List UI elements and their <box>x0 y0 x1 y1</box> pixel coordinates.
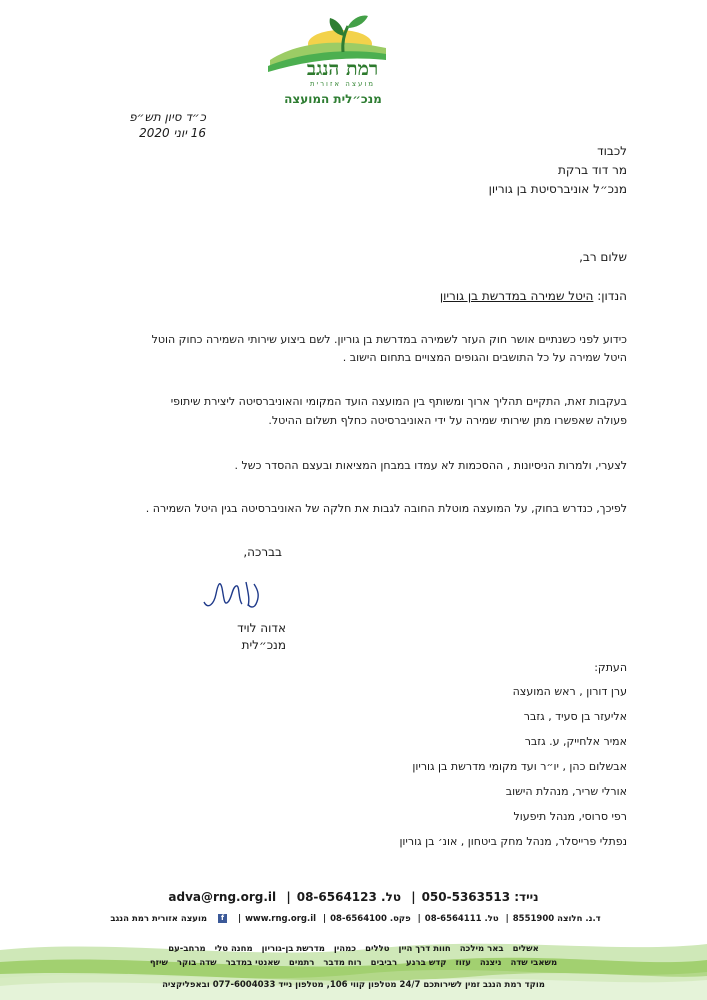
cc-entry: אליעזר בן סעיד , גזבר <box>523 710 627 723</box>
village-name: טללים <box>365 944 390 954</box>
village-name: חוות דרך היין <box>398 944 451 954</box>
cc-entry: רפי סרוסי, מנהל תיפעול <box>513 810 627 823</box>
villages-row-1 <box>0 944 707 954</box>
logo-name: רמת הנגב <box>306 58 379 80</box>
facebook-icon: f <box>218 914 227 923</box>
paragraph-1-line-1: כידוע לפני כשנתיים אושר חוק העזר לשמירה במדרשת בן גוריון. לשם ביצוע שירותי השמירה כחוק הוטל <box>151 333 627 346</box>
cc-entry: אבשלום כהן , יו״ר ועד מקומי מדרשת בן גוריון <box>412 760 627 773</box>
closing: בברכה, <box>243 545 282 559</box>
village-name: עזוז <box>455 958 471 968</box>
village-name: שדה בוקר <box>176 958 217 968</box>
paragraph-4: לפיכך, כנדרש בחוק, על המועצה מוטלת החובה לגבות את חלקה של האוניברסיטה בגין היטל השמירה . <box>145 502 627 515</box>
village-name: באר מילכה <box>459 944 504 954</box>
paragraph-2-line-2: פעולה שאפשרו מתן שירותי שמירה על ידי האוניברסיטה כחלף תשלום ההיטל. <box>268 414 627 427</box>
paragraph-3: לצערי, ולמרות הניסיונות , ההסכמות לא עמדו במבחן המציאות ובעצם ההסדר כשל . <box>234 459 627 472</box>
hebrew-date: כ״ד סיון תש״פ <box>129 110 206 124</box>
village-name: רוח מדבר <box>323 958 362 968</box>
village-name: ניצנה <box>479 958 502 968</box>
cc-entry: ערן דורון , ראש המועצה <box>512 685 627 698</box>
village-name: מדרשת בן-גוריון <box>261 944 325 954</box>
village-name: משאבי שדה <box>510 958 558 968</box>
salutation-to: לכבוד <box>597 144 627 158</box>
footer-pobox: ד.נ. חלוצה 8551900 <box>512 914 601 924</box>
paragraph-2-line-1: בעקבות זאת, התקיים תהליך ארוך ומשותף בין המועצה הועד המקומי והאוניברסיטה ליצירת שיתופי <box>170 395 627 408</box>
village-name: מחנה טלי <box>214 944 253 954</box>
office-title: מנכ״לית המועצה <box>284 92 382 106</box>
signer-name: אדוה לויד <box>237 621 286 635</box>
recipient-name: מר דוד ברקת <box>557 163 627 177</box>
gregorian-date: 16 יוני 2020 <box>139 126 206 140</box>
subject-text: היטל שמירה במדרשת בן גוריון <box>439 289 594 303</box>
villages-row-2 <box>0 958 707 968</box>
sprout-leaf-right <box>347 16 368 29</box>
village-name: שיזף <box>149 958 168 968</box>
footer-website[interactable]: www.rng.org.il <box>245 914 317 924</box>
cc-entry: אורלי שריר, מנהלת הישוב <box>505 785 627 798</box>
village-name: קדש ברנע <box>406 958 447 968</box>
cc-entry: אמיר אלחייק, ע. גזבר <box>524 735 627 748</box>
village-name: כמהין <box>333 944 357 954</box>
village-name: רתמים <box>288 958 315 968</box>
subject-label: הנדון: <box>597 289 627 303</box>
village-name: מרחב-עם <box>168 944 206 954</box>
footer-facebook[interactable] <box>106 914 231 924</box>
greeting: שלום רב, <box>579 250 627 264</box>
footer-tel2: טל. 08-6564111 <box>424 914 499 924</box>
footer-mobile: נייד: 050-5363513 <box>421 890 539 904</box>
village-name: שאנטי במדבר <box>225 958 280 968</box>
handwritten-signature <box>198 574 268 614</box>
paragraph-1-line-2: היטל שמירה על כל התושבים והגופים המצויים בתחום הישוב . <box>342 351 627 364</box>
footer-facebook-label: מועצה אזורית רמת הנגב <box>110 914 208 924</box>
footer-phone: טל. 08-6564123 <box>296 890 402 904</box>
recipient-title: מנכ״ל אוניברסיטת בן גוריון <box>488 182 627 196</box>
footer-contact: נייד: 050-5363513| טל. 08-6564123| adva@rng.org.il <box>168 890 539 904</box>
village-name: רביבים <box>370 958 398 968</box>
cc-entry: נפתלי פרייסלר, מנהל מחק ביטחון , אונ׳ בן גוריון <box>399 835 627 848</box>
subject-line <box>440 289 627 303</box>
footer-fax: פקס. 08-6564100 <box>330 914 411 924</box>
footer-hotline: מוקד רמת הנגב זמין לשירותכם 24/7 מטלפון קווי 106, מטלפון נייד 077-6004033 ובאפליקציה <box>162 980 545 990</box>
logo-subtitle: מועצה אזורית <box>309 80 376 88</box>
footer-email[interactable]: adva@rng.org.il <box>168 890 277 904</box>
footer-address-line: ד.נ. חלוצה 8551900| טל. 08-6564111| פקס. 08-6564100| www.rng.org.il| f מועצה אזורית רמת הנגב <box>0 914 707 924</box>
village-name: אשלים <box>512 944 539 954</box>
cc-label: העתק: <box>594 661 627 674</box>
signer-title: מנכ״לית <box>241 638 286 652</box>
